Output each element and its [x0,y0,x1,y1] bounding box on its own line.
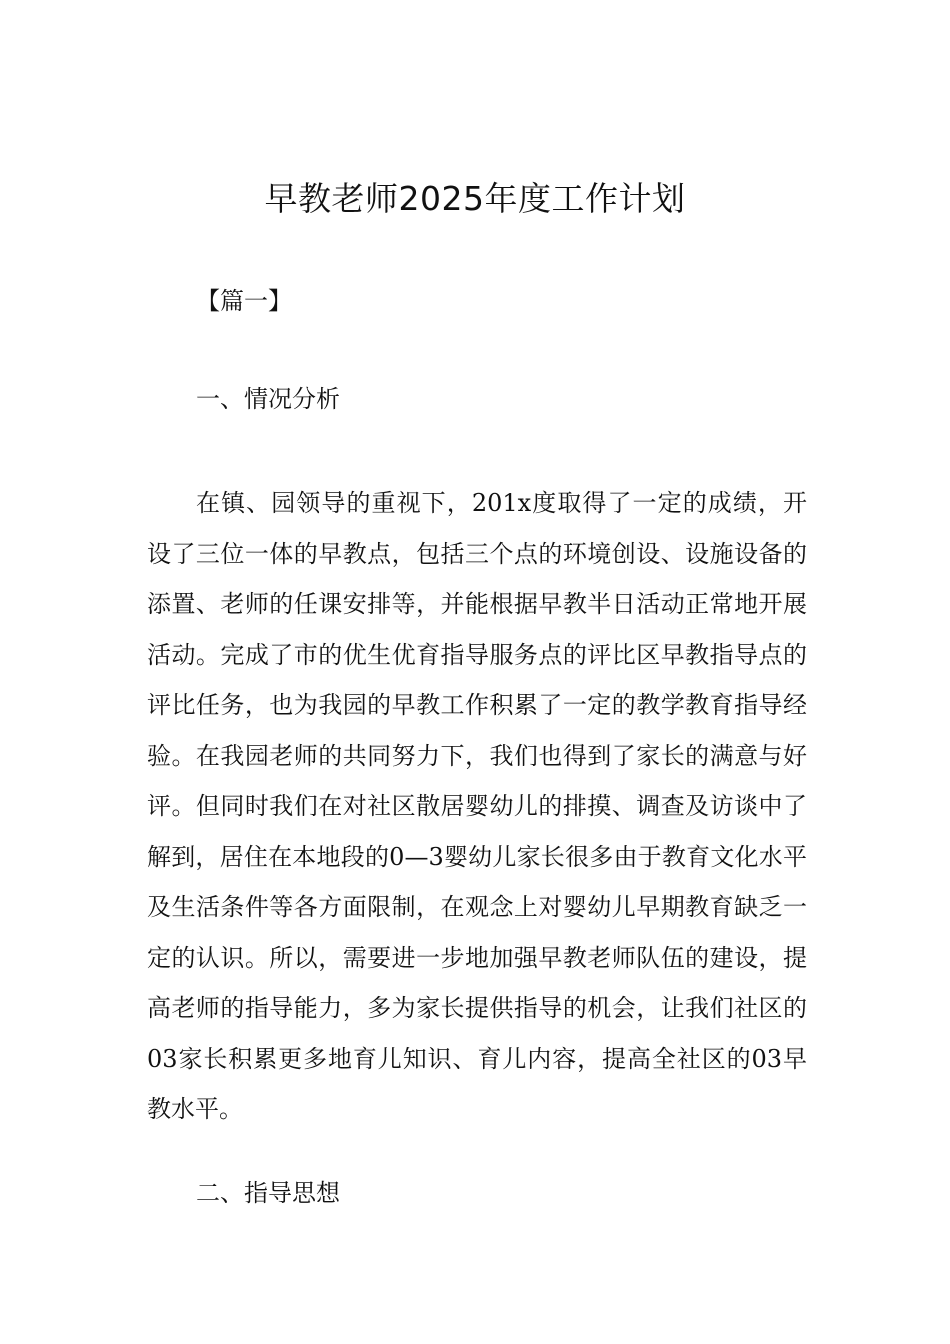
part-label: 【篇一】 [196,287,292,315]
section-heading-2: 二、指导思想 [196,1179,340,1207]
document-title: 早教老师2025年度工作计划 [264,179,686,218]
section-heading-1: 一、情况分析 [196,385,340,413]
section-paragraph-1: 在镇、园领导的重视下，201x度取得了一定的成绩，开设了三位一体的早教点，包括三个点的环境创设、设施设备的添置、老师的任课安排等，并能根据早教半日活动正常地开展活动。完成了市的优生优育指导服务点的评比区早教指导点的评比任务，也为我园的早教工作积累了一定的教学教育指导经验。在我园老师的共同努力下，我们也得到了家长的满意与好评。但同时我们在对社区散居婴幼儿的排摸、调查及访谈中了解到，居住在本地段的0—3婴幼儿家长很多由于教育文化水平及生活条件等各方面限制，在观念上对婴幼儿早期教育缺乏一定的认识。所以，需要进一步地加强早教老师队伍的建设，提高老师的指导能力，多为家长提供指导的机会，让我们社区的03家长积累更多地育儿知识、育儿内容，提高全社区的03早教水平。 [147,489,807,1123]
